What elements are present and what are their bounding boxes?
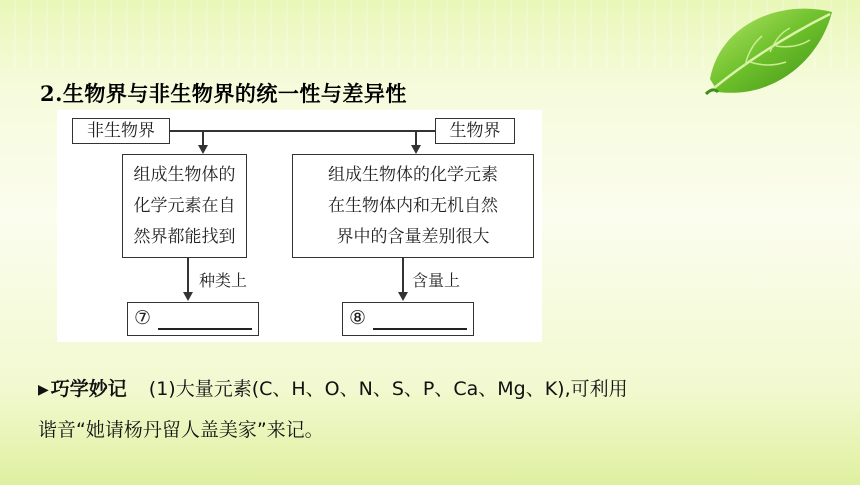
right-statement-line-2: 在生物体内和无机自然 bbox=[328, 196, 498, 216]
concept-diagram bbox=[57, 110, 542, 342]
nonliving-world-label: 非生物界 bbox=[87, 121, 155, 141]
right-statement-line-1: 组成生物体的化学元素 bbox=[328, 165, 498, 185]
right-statement-line-3: 界中的含量差别很大 bbox=[336, 227, 490, 247]
leaf-icon bbox=[700, 4, 840, 104]
section-title: 2.生物界与非生物界的统一性与差异性 bbox=[40, 81, 407, 106]
left-statement-line-1: 组成生物体的 bbox=[133, 165, 236, 185]
arrow-right-top bbox=[411, 145, 421, 154]
memory-tip-title: 巧学妙记 bbox=[50, 378, 127, 400]
connector-left-lower bbox=[187, 258, 189, 294]
nonliving-world-box bbox=[72, 118, 170, 144]
living-world-box bbox=[435, 118, 515, 144]
left-statement-line-3: 然界都能找到 bbox=[133, 227, 236, 247]
memory-tip-line-2: 谐音“她请杨丹留人盖美家”来记。 bbox=[38, 418, 324, 441]
memory-tip-line-1 bbox=[38, 369, 838, 410]
connector-horizontal bbox=[170, 130, 435, 132]
left-statement-box bbox=[122, 154, 247, 258]
triangle-marker-icon: ▶ bbox=[38, 381, 49, 398]
connector-right-drop bbox=[415, 130, 417, 146]
living-world-label: 生物界 bbox=[449, 121, 501, 141]
memory-tip bbox=[38, 369, 838, 450]
arrow-left-top bbox=[198, 145, 208, 154]
answer-blank-7 bbox=[158, 328, 252, 330]
right-edge-label: 含量上 bbox=[412, 271, 461, 290]
answer-number-8: ⑧ bbox=[349, 307, 367, 329]
connector-left-drop bbox=[202, 130, 204, 146]
arrow-right-bottom bbox=[398, 292, 408, 301]
answer-number-7: ⑦ bbox=[134, 307, 152, 329]
left-statement-line-2: 化学元素在自 bbox=[133, 196, 236, 216]
right-statement-box bbox=[292, 154, 534, 258]
answer-blank-8 bbox=[373, 328, 467, 330]
arrow-left-bottom bbox=[183, 292, 193, 301]
answer-box-7 bbox=[127, 302, 259, 336]
answer-box-8 bbox=[342, 302, 474, 336]
connector-right-lower bbox=[402, 258, 404, 294]
left-edge-label: 种类上 bbox=[199, 271, 248, 290]
memory-tip-text-1: (1)大量元素(C、H、O、N、S、P、Ca、Mg、K),可利用 bbox=[148, 378, 628, 400]
